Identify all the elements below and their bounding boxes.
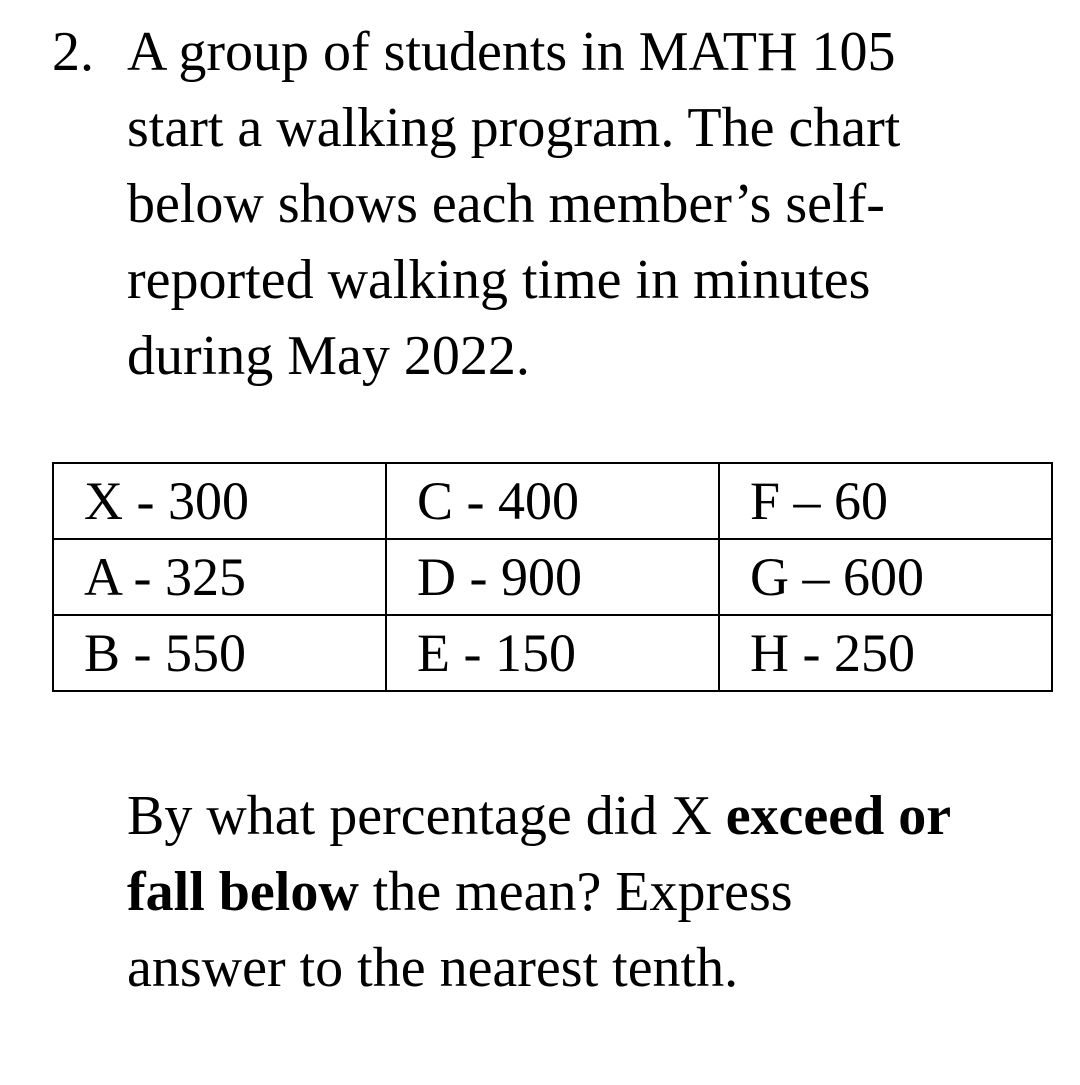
question-number: 2. xyxy=(52,21,94,83)
question-line: A group of students in MATH 105 xyxy=(127,21,896,83)
prompt-line xyxy=(127,854,951,930)
prompt-line xyxy=(127,778,951,854)
table-row xyxy=(53,463,1052,539)
table-cell: F – 60 xyxy=(719,463,1052,539)
prompt-emphasis: exceed or xyxy=(725,785,952,847)
table-row xyxy=(53,539,1052,615)
question-line: during May 2022. xyxy=(127,325,530,387)
table-cell: B - 550 xyxy=(53,615,386,691)
table-cell: H - 250 xyxy=(719,615,1052,691)
question-line: start a walking program. The chart xyxy=(127,97,901,159)
table-row xyxy=(53,615,1052,691)
prompt-question xyxy=(127,778,951,1006)
table-cell: A - 325 xyxy=(53,539,386,615)
prompt-text: the mean? Express xyxy=(358,861,793,923)
prompt-line: answer to the nearest tenth. xyxy=(127,937,739,999)
table-cell: C - 400 xyxy=(386,463,719,539)
table-cell: E - 150 xyxy=(386,615,719,691)
table-cell: X - 300 xyxy=(53,463,386,539)
walking-time-table xyxy=(52,462,1053,692)
question-line: below shows each member’s self- xyxy=(127,173,885,235)
question-line: reported walking time in minutes xyxy=(127,249,871,311)
question-text xyxy=(127,14,900,394)
table-cell: D - 900 xyxy=(386,539,719,615)
prompt-text: By what percentage did X xyxy=(127,785,726,847)
prompt-emphasis: fall below xyxy=(127,861,359,923)
table-cell: G – 600 xyxy=(719,539,1052,615)
